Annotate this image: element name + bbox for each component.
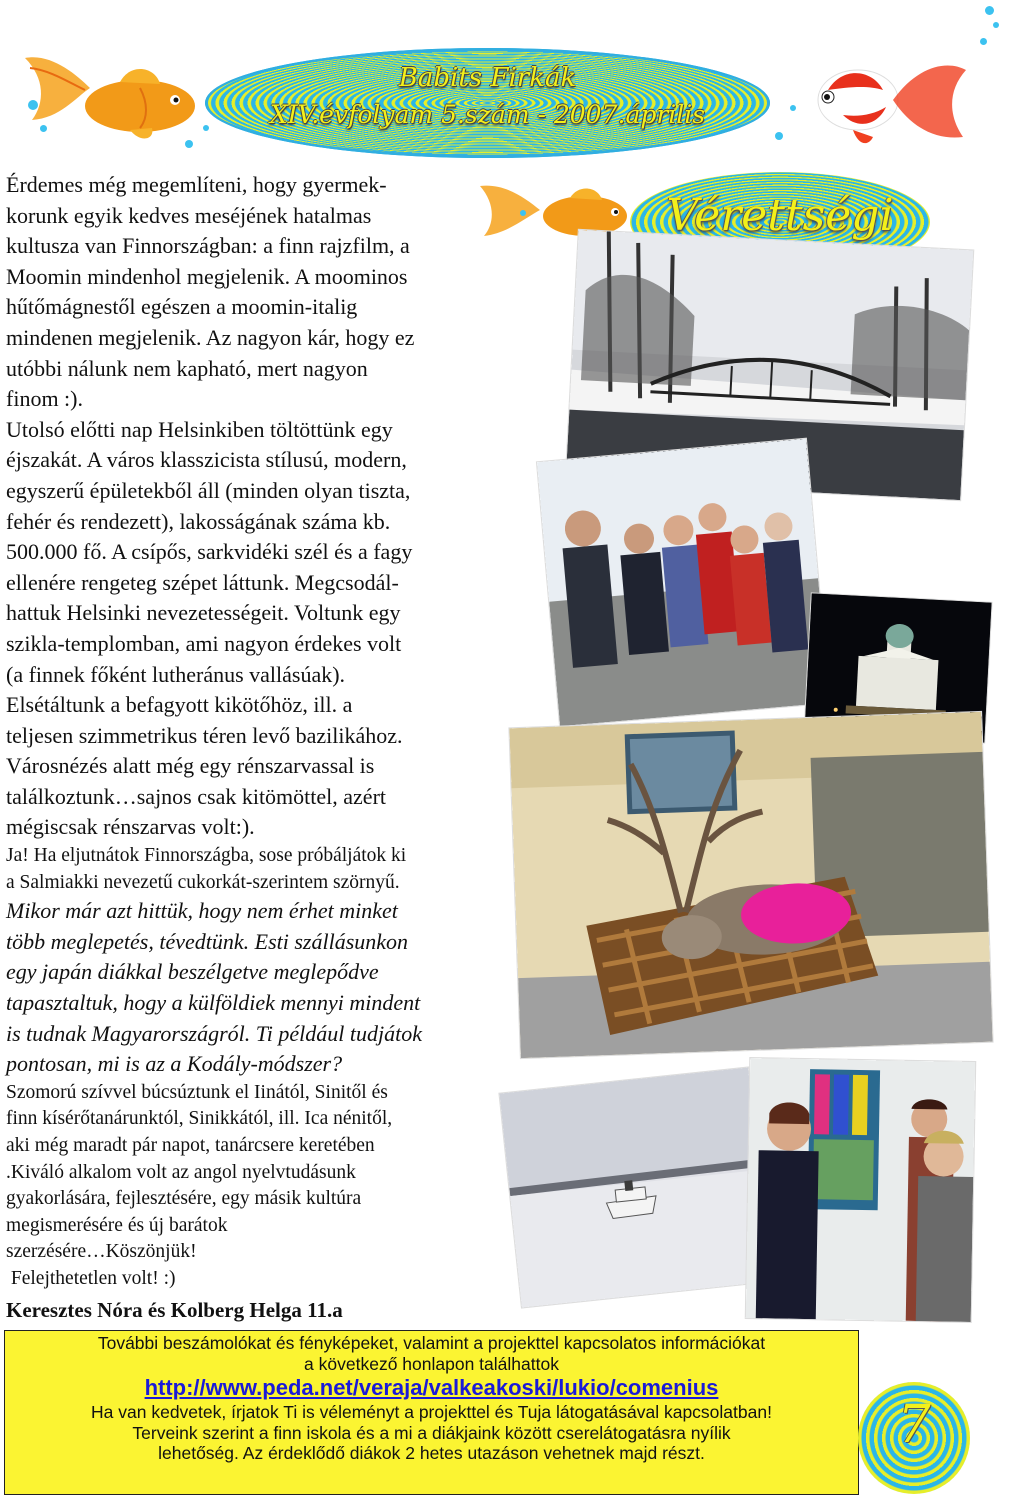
- bubble-icon: [993, 22, 999, 28]
- text-line: Szomorú szívvel búcsúztunk el Iinától, Sinitől és: [6, 1081, 388, 1103]
- text-line: .Kiváló alkalom volt az angol nyelvtudásunk: [6, 1161, 356, 1183]
- text-line: mégiscsak rénszarvas volt:).: [6, 814, 255, 840]
- text-line: Érdemes még megemlíteni, hogy gyermek-: [6, 172, 387, 197]
- text-line: mindenen megjelenik. Az nagyon kár, hogy ez: [6, 324, 415, 350]
- text-line: finom :).: [6, 386, 83, 412]
- bubble-icon: [980, 38, 987, 45]
- text-line: finn kísérőtanárunktól, Sinikkától, ill. Ica nénitől,: [6, 1108, 393, 1130]
- bubble-icon: [40, 125, 47, 132]
- issue-info: XIV.évfolyam 5.szám - 2007.április: [269, 100, 706, 129]
- text-line: ellenére rengeteg szépet láttunk. Megcsodál-: [6, 569, 399, 595]
- text-line: Utolsó előtti nap Helsinkiben töltöttünk egy: [6, 416, 393, 442]
- text-line: megismerésére és új barátok: [6, 1214, 228, 1236]
- text-line: hattuk Helsinki nevezetességeit. Voltunk egy: [6, 600, 401, 626]
- footer-line: Terveink szerint a finn iskola és a mi a diákjaink között cserelátogatásra nyílik: [132, 1422, 731, 1443]
- bubble-icon: [790, 105, 796, 111]
- text-line: korunk egyik kedves meséjének hatalmas: [6, 202, 372, 228]
- bubble-icon: [28, 100, 38, 110]
- project-website-link[interactable]: http://www.peda.net/veraja/valkeakoski/lukio/comenius: [144, 1375, 719, 1400]
- text-line: teljesen szimmetrikus téren levő bazilikához.: [6, 722, 403, 748]
- footer-line: További beszámolókat és fényképeket, valamint a projekttel kapcsolatos információkat: [97, 1333, 766, 1353]
- text-line: Elsétáltunk a befagyott kikötőhöz, ill. a: [6, 692, 353, 718]
- text-line: a Salmiakki nevezetű cukorkát-szerintem szörnyű.: [6, 871, 400, 893]
- paragraph-salmiakki: [6, 843, 526, 896]
- text-line: szikla-templomban, ami nagyon érdekes volt: [6, 630, 402, 656]
- paragraph-farewell: [6, 1080, 526, 1293]
- section-title: Vérettségi: [666, 190, 894, 241]
- paragraph-helsinki: [6, 415, 526, 843]
- text-line: Moomin mindenhol megjelenik. A moominos: [6, 263, 408, 289]
- text-line: több meglepetés, tévedtünk. Esti szállásunkon: [6, 928, 409, 954]
- text-line: 500.000 fő. A csípős, sarkvidéki szél és a fagy: [6, 539, 413, 565]
- text-line: gyakorlására, fejlesztésére, egy másik kultúra: [6, 1188, 362, 1210]
- photo-teachers-library: [746, 1058, 976, 1322]
- text-line: hűtőmágnestől egészen a moomin-italig: [6, 294, 358, 320]
- footer-info-box: [4, 1330, 859, 1495]
- text-line: fehér és rendezett), lakosságának száma kb.: [6, 508, 391, 534]
- text-line: tapasztaltuk, hogy a külföldiek mennyi mindent: [6, 990, 421, 1016]
- text-line: (a finnek főként lutheránus vallásúak).: [6, 661, 346, 687]
- text-line: kultusza van Finnországban: a finn rajzfilm, a: [6, 233, 410, 259]
- photo-icy-harbor: [499, 1068, 770, 1308]
- text-line: egyszerű épületekből áll (minden olyan tiszta,: [6, 477, 411, 503]
- paragraph-kodaly: [6, 896, 526, 1080]
- bubble-icon: [985, 6, 994, 15]
- paragraph-moomin: [6, 170, 526, 415]
- text-line: utóbbi nálunk nem kapható, mert nagyon: [6, 355, 368, 381]
- text-line: Felejthetetlen volt! :): [6, 1267, 176, 1289]
- text-line: Ja! Ha eljutnátok Finnországba, sose próbáljátok ki: [6, 845, 407, 867]
- text-line: éjszakát. A város klasszicista stílusú, modern,: [6, 447, 407, 473]
- text-line: pontosan, mi is az a Kodály-módszer?: [6, 1051, 343, 1077]
- photo-reindeer: [509, 712, 992, 1058]
- koi-fish-icon: [798, 45, 968, 150]
- photo-student-group: [537, 439, 829, 727]
- bubble-icon: [185, 140, 193, 148]
- text-line: is tudnak Magyarországról. Ti például tudjátok: [6, 1020, 422, 1046]
- footer-line: Ha van kedvetek, írjatok Ti is véleményt a projekttel és Tuja látogatásával kapcsolatban!: [91, 1402, 772, 1422]
- page-number: 7: [897, 1395, 931, 1455]
- text-line: találkoztunk…sajnos csak kitömöttel, azért: [6, 783, 387, 809]
- footer-line: lehetőség. Az érdeklődő diákok 2 hetes utazáson vehetnek majd részt.: [158, 1443, 705, 1463]
- text-line: egy japán diákkal beszélgetve meglepődve: [6, 959, 379, 985]
- article-author: Keresztes Nóra és Kolberg Helga 11.a: [6, 1298, 343, 1322]
- bubble-icon: [775, 132, 783, 140]
- text-line: szerzésére…Köszönjük!: [6, 1241, 197, 1263]
- footer-line: a következő honlapon találhattok: [304, 1353, 559, 1374]
- text-line: Városnézés alatt még egy rénszarvassal is: [6, 753, 375, 779]
- text-line: aki még maradt pár napot, tanárcsere keretében: [6, 1135, 375, 1156]
- magazine-title: Babits Firkák: [398, 63, 577, 93]
- text-line: Mikor már azt hittük, hogy nem érhet minket: [6, 898, 398, 924]
- article-body: [6, 170, 526, 1293]
